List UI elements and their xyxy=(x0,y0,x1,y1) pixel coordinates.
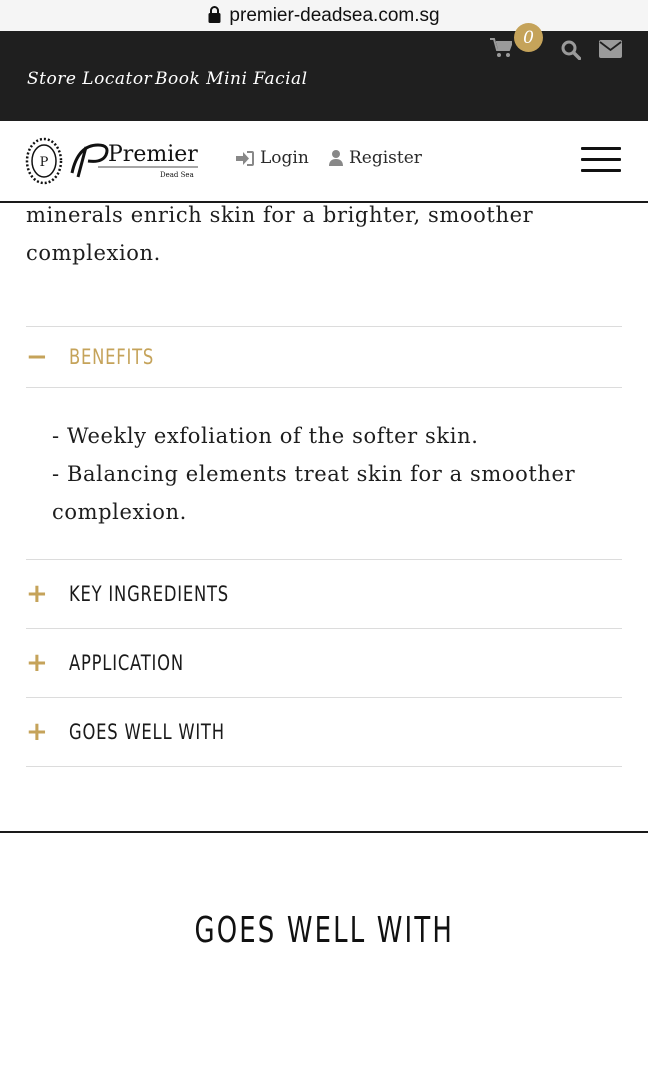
benefit-line: - Balancing elements treat skin for a smoother xyxy=(52,462,576,486)
user-icon xyxy=(329,150,343,166)
product-accordion xyxy=(26,326,622,767)
accordion-title: BENEFITS xyxy=(69,345,155,369)
benefit-line: complexion. xyxy=(52,500,187,524)
cart-count-badge[interactable]: 0 xyxy=(514,23,543,52)
accordion-key-ingredients xyxy=(26,559,622,628)
section-title-text: GOES WELL WITH xyxy=(194,910,454,951)
goes-well-with-heading xyxy=(0,910,648,951)
accordion-title: GOES WELL WITH xyxy=(69,720,225,744)
login-link[interactable] xyxy=(236,148,309,168)
accordion-title: KEY INGREDIENTS xyxy=(69,582,229,606)
store-locator-link[interactable]: Store Locator xyxy=(27,69,153,89)
logo-wordmark[interactable] xyxy=(68,137,200,181)
url-text: premier-deadsea.com.sg xyxy=(229,4,440,26)
expand-icon: + xyxy=(26,579,48,609)
expand-icon: + xyxy=(26,648,48,678)
search-icon[interactable] xyxy=(561,40,581,60)
top-bar xyxy=(0,31,648,121)
collapse-icon: − xyxy=(26,342,48,372)
browser-url-bar[interactable] xyxy=(0,0,648,31)
section-divider xyxy=(0,831,648,833)
logo-subtext: Dead Sea xyxy=(160,171,194,179)
accordion-benefits xyxy=(26,326,622,559)
accordion-title: APPLICATION xyxy=(69,651,184,675)
product-description xyxy=(26,196,622,272)
sign-in-icon xyxy=(236,151,254,166)
menu-hamburger-icon[interactable] xyxy=(581,147,621,177)
accordion-goes-well-with xyxy=(26,697,622,766)
accordion-application xyxy=(26,628,622,697)
logo-text: Premier xyxy=(108,142,198,167)
svg-text:P: P xyxy=(39,155,49,170)
lock-icon xyxy=(208,6,221,23)
benefit-line: - Weekly exfoliation of the softer skin. xyxy=(52,424,479,448)
logo-seal-icon[interactable] xyxy=(25,137,63,185)
accordion-header-benefits[interactable] xyxy=(26,327,622,387)
description-line: minerals enrich skin for a brighter, smoother xyxy=(26,203,534,227)
login-label: Login xyxy=(260,148,309,168)
description-line: complexion. xyxy=(26,241,161,265)
accordion-header-application[interactable] xyxy=(26,629,622,697)
register-link[interactable] xyxy=(329,148,422,168)
accordion-body-benefits xyxy=(26,387,622,559)
accordion-bottom-border xyxy=(26,766,622,767)
register-label: Register xyxy=(349,148,422,168)
accordion-header-goes-well-with[interactable] xyxy=(26,698,622,766)
cart-icon[interactable] xyxy=(490,38,512,58)
expand-icon: + xyxy=(26,717,48,747)
accordion-header-key-ingredients[interactable] xyxy=(26,560,622,628)
book-mini-facial-link[interactable]: Book Mini Facial xyxy=(155,69,308,89)
mail-icon[interactable] xyxy=(599,40,622,58)
site-header xyxy=(0,121,648,203)
